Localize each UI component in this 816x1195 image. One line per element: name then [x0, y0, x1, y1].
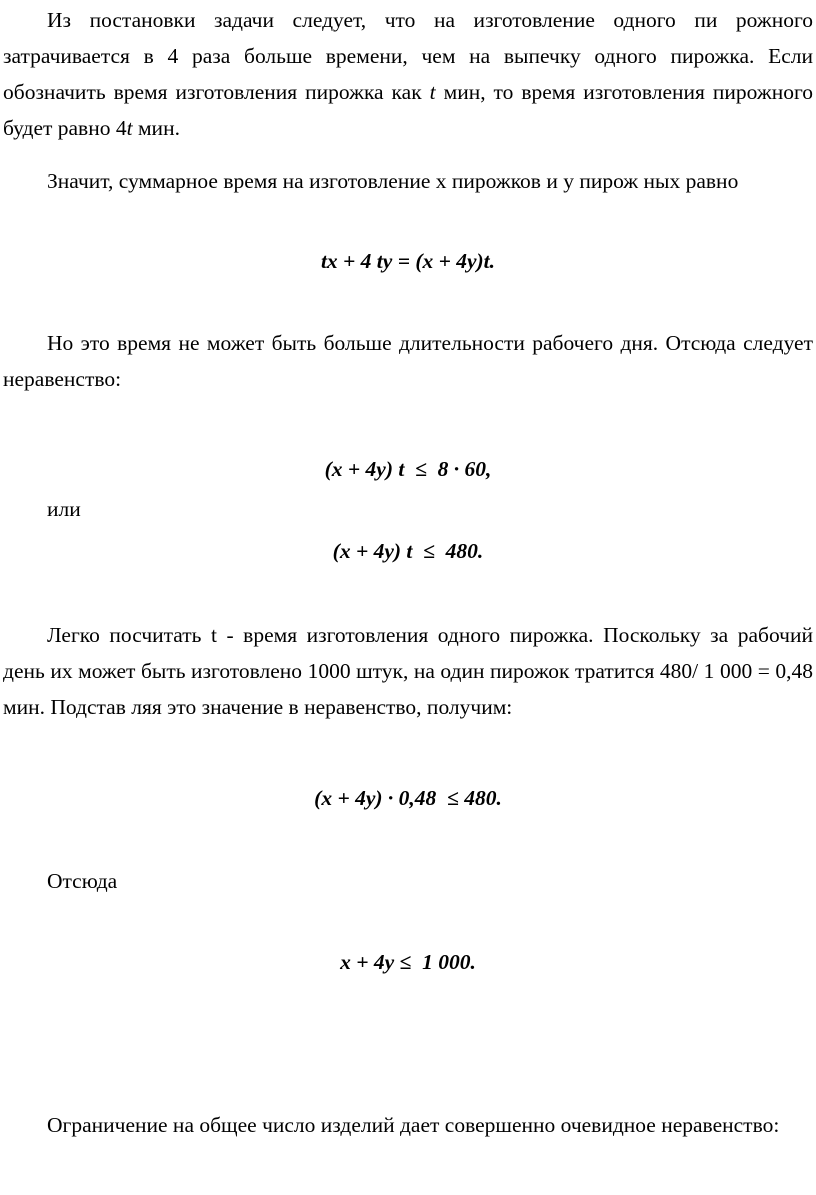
paragraph-workday-limit: Но это время не может быть больше длительности рабочего дня. Отсюда следует неравенство:	[3, 331, 813, 391]
paragraph-total-count-limit: Ограничение на общее число изделий дает совершенно очевидное неравенство:	[47, 1113, 780, 1137]
word-hence: Отсюда	[47, 869, 118, 893]
formula-substituted: (x + 4y) · 0,48 ≤ 480.	[314, 786, 502, 810]
paragraph-total-time: Значит, суммарное время на изготовление x пирожков и y пирож ных равно	[47, 169, 739, 193]
formula-inequality-480: (x + 4y) t ≤ 480.	[332, 539, 484, 563]
formula-result: x + 4y ≤ 1 000.	[340, 950, 476, 974]
paragraph-pie-time: Легко посчитать t - время изготовления одного пирожка. Поскольку за рабочий день их может быть изготовлено 1000 штук, на один пирожок тратится 480/ 1 000 = 0,48 мин. Подстав ляя это значение в неравенство, получим:	[3, 623, 813, 719]
formula-inequality-minutes: (x + 4y) t ≤ 8 · 60,	[324, 457, 492, 481]
paragraph-problem-statement: Из постановки задачи следует, что на изготовление одного пи рожного затрачивается в 4 раза больше времени, чем на выпечку одного пирожка. Если обозначить время изготовления пирожка как t мин, то время изготовления пирожного будет равно 4t мин.	[3, 8, 813, 140]
formula-total-time: tx + 4 ty = (x + 4y)t.	[320, 249, 496, 273]
word-or: или	[47, 497, 81, 521]
